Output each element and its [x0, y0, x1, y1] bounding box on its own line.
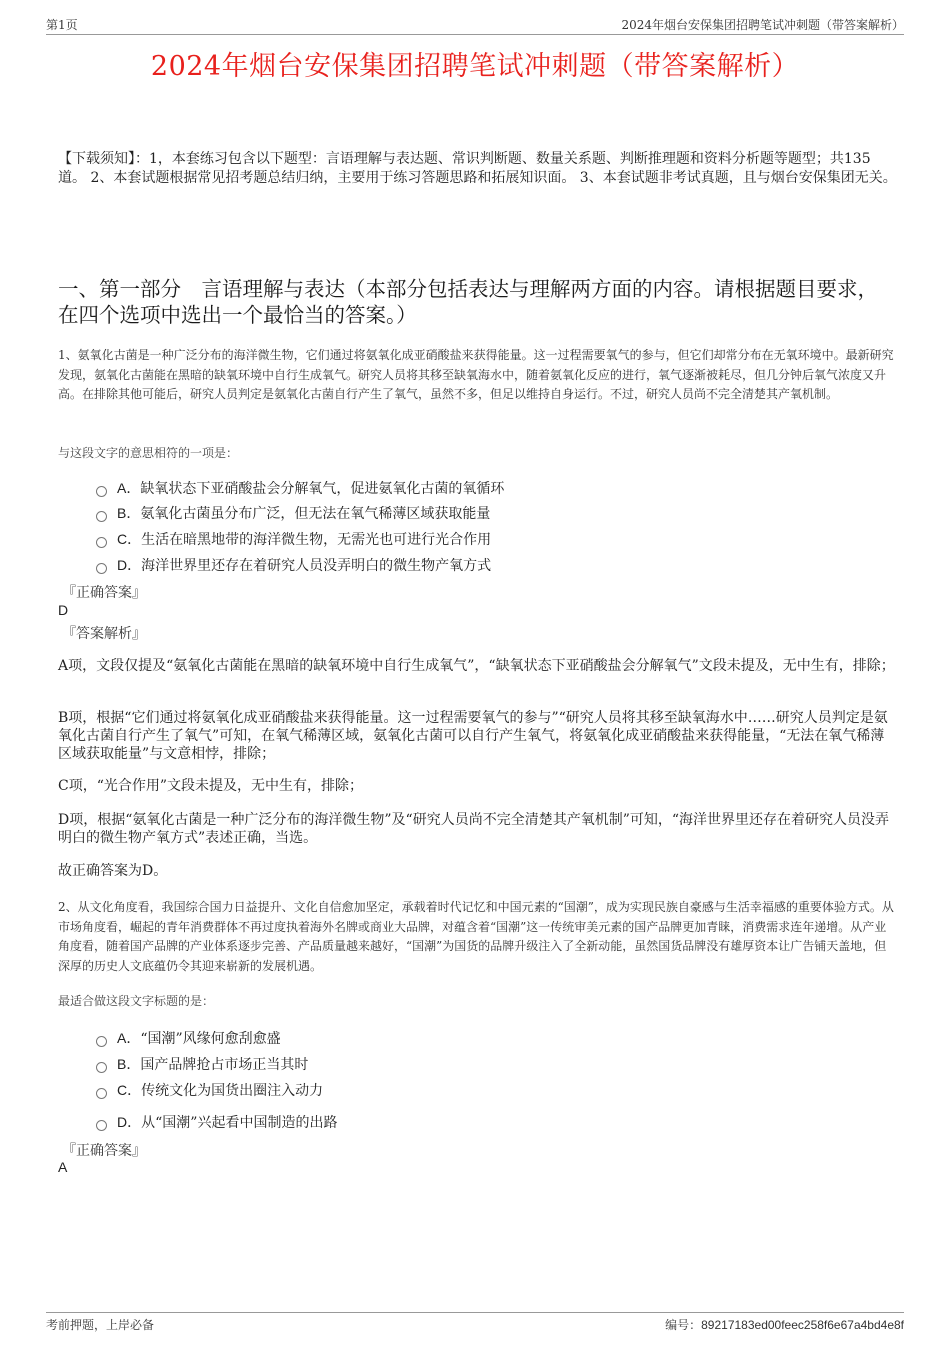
q1-analysis-d: D项，根据“氨氧化古菌是一种广泛分布的海洋微生物”及“研究人员尚不完全清楚其产氧机制”可知，“海洋世界里还存在着研究人员没弄明白的微生物产氧方式”表述正确，当选。 [58, 812, 890, 846]
q1-analysis-b: B项，根据“它们通过将氨氧化成亚硝酸盐来获得能量。这一过程需要氧气的参与”“研究人员将其移至缺氧海水中……研究人员判定是氨氧化古菌自行产生了氧气”可知，在氧气稀薄区域，氨氧化古菌可以自行产生氧气，将氨氧化成亚硝酸盐来获得能量，“无法在氧气稀薄区域获取能量”与文意相悖，排除； [58, 710, 888, 762]
page-footer [46, 1312, 904, 1333]
page-title: 2024年烟台安保集团招聘笔试冲刺题（带答案解析） [150, 51, 800, 82]
section-heading: 一、第一部分 言语理解与表达（本部分包括表达与理解两方面的内容。请根据题目要求，在四个选项中选出一个最恰当的答案。） [58, 277, 878, 327]
q1-option-b[interactable]: B． 氨氧化古菌虽分布广泛，但无法在氧气稀薄区域获取能量 [96, 503, 490, 523]
header-doc-title: 2024年烟台安保集团招聘笔试冲刺题（带答案解析） [621, 18, 904, 32]
q1-answer: D [58, 602, 69, 618]
q2-option-b[interactable]: B． 国产品牌抢占市场正当其时 [96, 1054, 308, 1074]
q2-question: 最适合做这段文字标题的是： [58, 994, 215, 1008]
download-notice: 【下载须知】：1，本套练习包含以下题型：言语理解与表达题、常识判断题、数量关系题、判断推理题和资料分析题等题型；共135道。 2、本套试题根据常见招考题总结归纳，主要用于练习答题思路和拓展知识面。 3、本套试题非考试真题，且与烟台安保集团无关。 [58, 151, 897, 186]
radio-icon[interactable] [96, 1062, 107, 1073]
radio-icon[interactable] [96, 1088, 107, 1099]
q2-answer-label: 『正确答案』 [62, 1143, 146, 1159]
q1-option-c[interactable]: C． 生活在暗黑地带的海洋微生物，无需光也可进行光合作用 [96, 529, 491, 549]
q1-passage: 1、氨氧化古菌是一种广泛分布的海洋微生物，它们通过将氨氧化成亚硝酸盐来获得能量。这一过程需要氧气的参与，但它们却常分布在无氧环境中。最新研究发现，氨氧化古菌能在黑暗的缺氧环境中自行生成氧气。研究人员将其移至缺氧海水中，随着氨氧化反应的进行，氧气逐渐被耗尽，但几分钟后氧气浓度又升高。在排除其他可能后，研究人员判定是氨氧化古菌自行产生了氧气，虽然不多，但足以维持自身运行。不过，研究人员尚不完全清楚其产氧机制。 [58, 348, 894, 401]
q2-passage: 2、从文化角度看，我国综合国力日益提升、文化自信愈加坚定，承载着时代记忆和中国元素的“国潮”，成为实现民族自豪感与生活幸福感的重要体验方式。从市场角度看，崛起的青年消费群体不再过度执着海外名牌或商业大品牌，对蕴含着“国潮”这一传统审美元素的国产品牌更加青睐，消费需求连年递增。从产业角度看，随着国产品牌的产业体系逐步完善、产品质量越来越好，“国潮”为国货的品牌升级注入了全新动能，虽然国货品牌没有雄厚资本让广告铺天盖地，但深厚的历史人文底蕴仍令其迎来崭新的发展机遇。 [58, 900, 894, 973]
radio-icon[interactable] [96, 537, 107, 548]
q2-option-a[interactable]: A． “国潮”风缘何愈刮愈盛 [96, 1028, 281, 1048]
q2-answer: A [58, 1159, 68, 1175]
q1-analysis-c: C项，“光合作用”文段未提及，无中生有，排除； [58, 778, 364, 794]
q1-option-a[interactable]: A． 缺氧状态下亚硝酸盐会分解氧气，促进氨氧化古菌的氧循环 [96, 478, 504, 498]
q1-analysis-a: A项，文段仅提及“氨氧化古菌能在黑暗的缺氧环境中自行生成氧气”，“缺氧状态下亚硝酸盐会分解氧气”文段未提及，无中生有，排除； [58, 658, 895, 674]
q1-question: 与这段文字的意思相符的一项是： [58, 446, 239, 460]
q2-option-c[interactable]: C． 传统文化为国货出圈注入动力 [96, 1080, 323, 1100]
radio-icon[interactable] [96, 1036, 107, 1047]
radio-icon[interactable] [96, 511, 107, 522]
page-header [46, 16, 904, 35]
q1-analysis-label: 『答案解析』 [62, 626, 146, 642]
radio-icon[interactable] [96, 1120, 107, 1131]
footer-slogan: 考前押题，上岸必备 [46, 1318, 155, 1332]
footer-code: 编号：89217183ed00feec258f6e67a4bd4e8f [665, 1318, 904, 1332]
page-number: 第1页 [46, 18, 78, 32]
q1-answer-label: 『正确答案』 [62, 585, 146, 601]
q1-conclusion: 故正确答案为D。 [58, 863, 168, 879]
q2-option-d[interactable]: D． 从“国潮”兴起看中国制造的出路 [96, 1112, 337, 1132]
radio-icon[interactable] [96, 486, 107, 497]
radio-icon[interactable] [96, 563, 107, 574]
q1-option-d[interactable]: D． 海洋世界里还存在着研究人员没弄明白的微生物产氧方式 [96, 555, 491, 575]
